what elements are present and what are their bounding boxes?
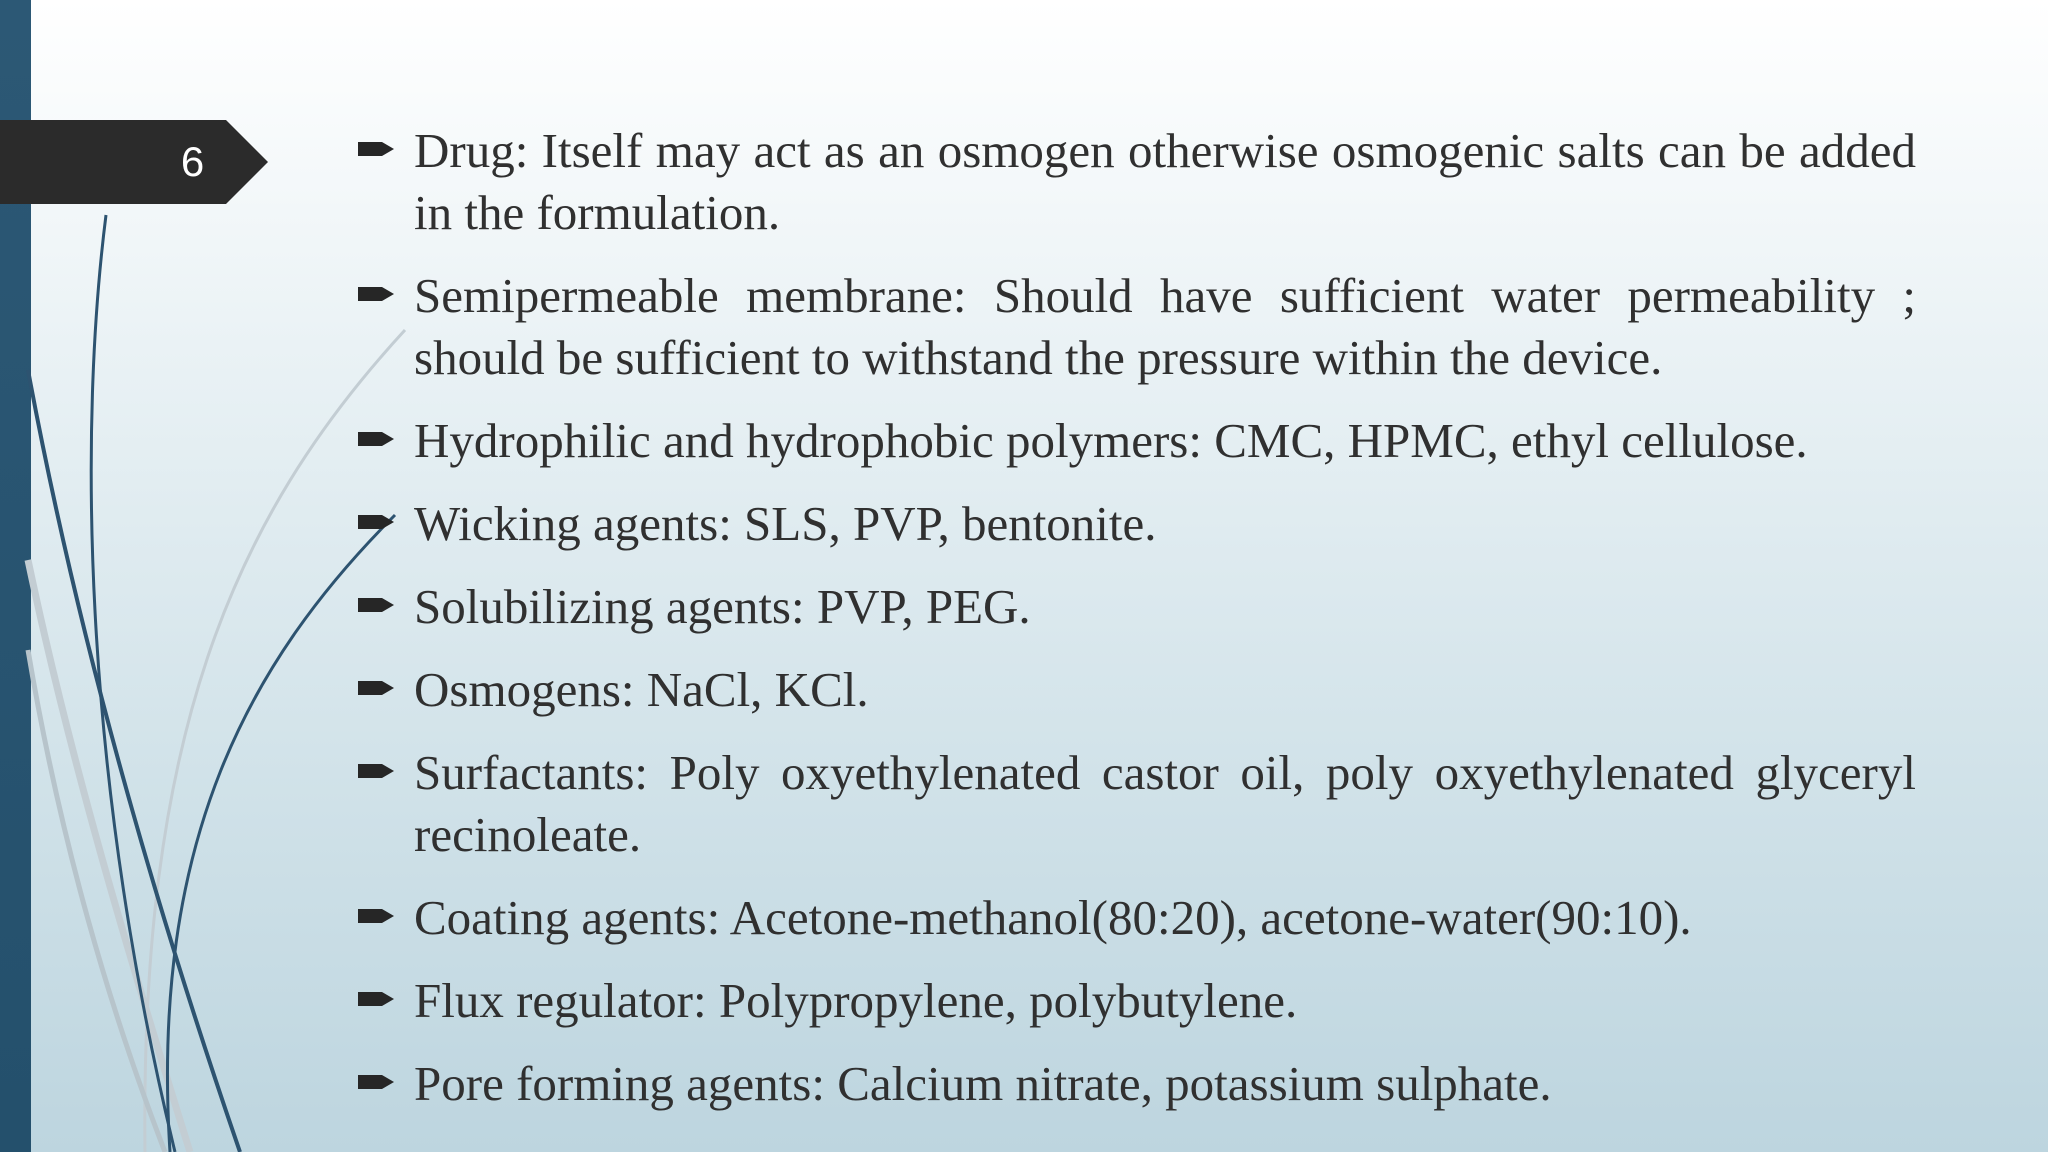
- bullet-item: [358, 887, 1916, 949]
- arrow-right-icon: [358, 986, 398, 1012]
- bullet-item: [358, 659, 1916, 721]
- decorative-curve: [91, 215, 175, 1152]
- bullet-text: Pore forming agents: Calcium nitrate, potassium sulphate.: [414, 1056, 1552, 1111]
- arrow-right-icon: [358, 758, 398, 784]
- bullet-item: [358, 493, 1916, 555]
- bullet-text: Hydrophilic and hydrophobic polymers: CMC, HPMC, ethyl cellulose.: [414, 413, 1808, 468]
- bullet-item: [358, 410, 1916, 472]
- bullet-text: Solubilizing agents: PVP, PEG.: [414, 579, 1031, 634]
- bullet-text: Drug: Itself may act as an osmogen otherwise osmogenic salts can be added in the formulation.: [414, 123, 1916, 240]
- arrow-right-icon: [358, 509, 398, 535]
- arrow-right-icon: [358, 675, 398, 701]
- slide-number-tab: [0, 120, 268, 204]
- arrow-right-icon: [358, 136, 398, 162]
- bullet-text: Osmogens: NaCl, KCl.: [414, 662, 869, 717]
- arrow-right-icon: [358, 592, 398, 618]
- bullet-item: [358, 265, 1916, 389]
- bullet-text: Semipermeable membrane: Should have sufficient water permeability ; should be sufficient to withstand the pressure within the device.: [414, 268, 1916, 385]
- bullet-item: [358, 970, 1916, 1032]
- bullet-item: [358, 576, 1916, 638]
- decorative-curve: [28, 560, 190, 1152]
- bullet-item: [358, 120, 1916, 244]
- bullet-text: Coating agents: Acetone-methanol(80:20), acetone-water(90:10).: [414, 890, 1692, 945]
- slide-number: 6: [180, 138, 205, 185]
- bullet-item: [358, 1053, 1916, 1115]
- arrow-right-icon: [358, 426, 398, 452]
- slide-content: [358, 120, 1916, 1136]
- decorative-curve: [28, 370, 240, 1152]
- bullet-text: Wicking agents: SLS, PVP, bentonite.: [414, 496, 1157, 551]
- arrow-right-icon: [358, 1069, 398, 1095]
- bullet-item: [358, 742, 1916, 866]
- arrow-right-icon: [358, 903, 398, 929]
- bullet-list: [358, 120, 1916, 1115]
- arrow-right-icon: [358, 281, 398, 307]
- bullet-text: Flux regulator: Polypropylene, polybutylene.: [414, 973, 1298, 1028]
- bullet-text: Surfactants: Poly oxyethylenated castor oil, poly oxyethylenated glyceryl recinoleate.: [414, 745, 1916, 862]
